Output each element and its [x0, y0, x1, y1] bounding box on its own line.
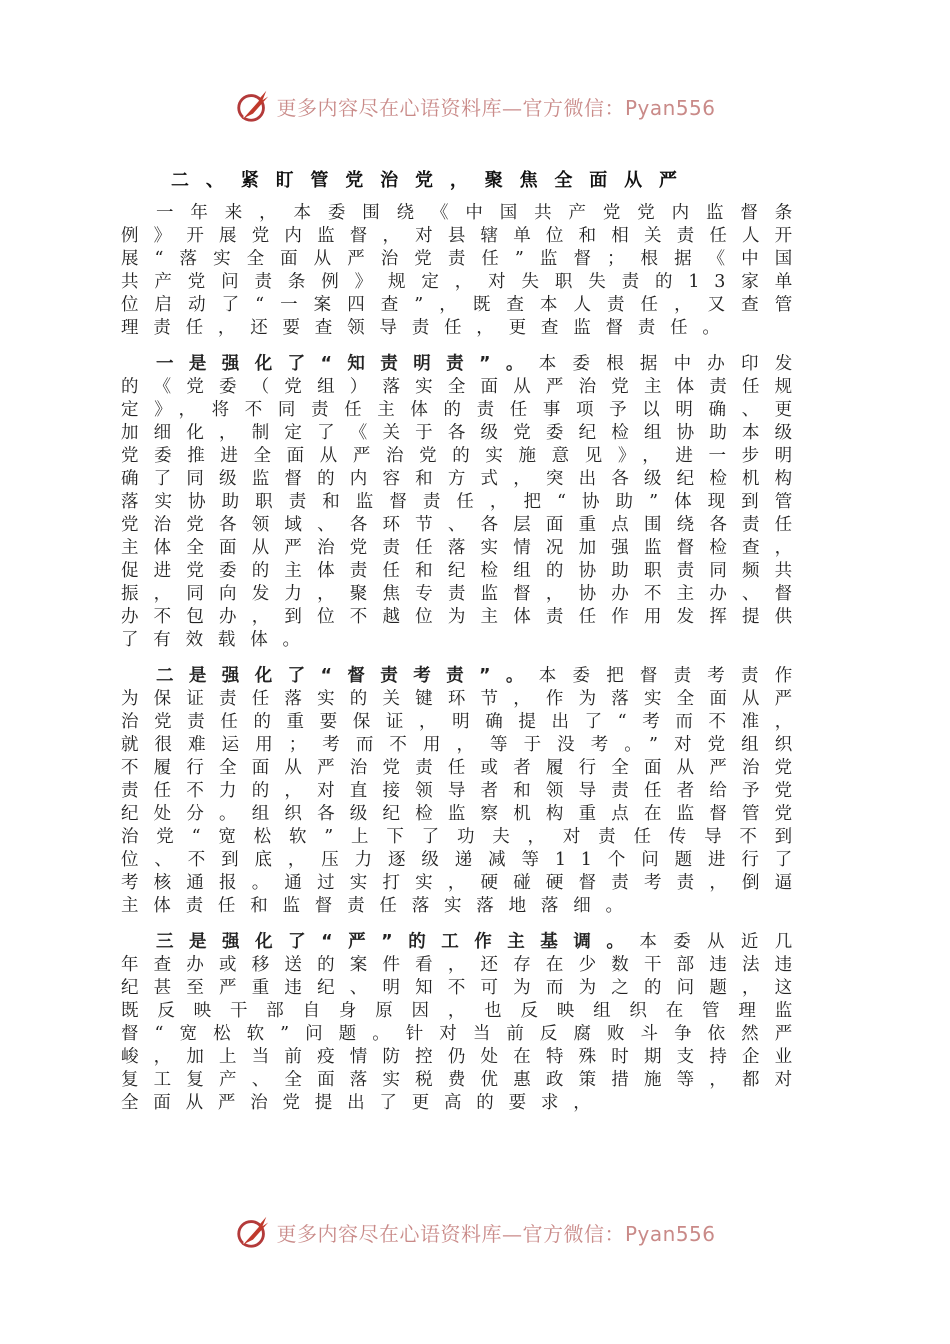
paragraph-text: 本委从近几年查办或移送的案件看，还存在少数干部违法违纪甚至严重违纪、明知不可为而为之的问题，这既反映干部自身原因，也反映组织在管理监督“宽松软”问题。针对当前反腐败斗争依然严峻，加上当前疫情防控仍处在特殊时期支持企业复工复产、全面落实税费优惠政策措施等，都对全面从严治党提出了更高的要求，	[121, 932, 807, 1113]
watermark-text	[276, 1218, 715, 1247]
paragraph-text: 一年来，本委围绕《中国共产党党内监督条例》开展党内监督，对县辖单位和相关责任人开展“落实全面从严治党责任”监督；根据《中国共产党问责条例》规定，对失职失责的13家单位启动了“一案四查”，既查本人责任，又查管理责任，还要查领导责任，更查监督责任。	[121, 203, 807, 338]
watermark-title: 更多内容尽在心语资料库	[276, 1221, 502, 1246]
header-watermark-banner	[0, 82, 950, 130]
quill-logo-icon	[234, 87, 272, 125]
paragraph-point-two	[121, 665, 807, 918]
quill-logo-icon	[234, 1213, 272, 1251]
paragraph-lead: 二是强化了“督责考责”。	[156, 666, 539, 686]
watermark-separator: —	[501, 1221, 523, 1246]
watermark-wechat-id: Pyan556	[624, 1221, 716, 1246]
paragraph-intro	[121, 202, 807, 340]
footer-watermark-banner	[0, 1208, 950, 1256]
paragraph-point-three	[121, 931, 807, 1115]
watermark-wechat-label: 官方微信：	[522, 1221, 625, 1246]
document-body	[121, 168, 807, 1128]
section-heading: 二、紧盯管党治党，聚焦全面从严	[171, 170, 677, 191]
watermark-separator: —	[501, 95, 523, 120]
paragraph-text: 本委把督责考责作为保证责任落实的关键环节，作为落实全面从严治党责任的重要保证，明确提出了“考而不准，就很难运用；考而不用，等于没考。”对党组织不履行全面从严治党责任或者履行全面从严治党责任不力的，对直接领导者和领导责任者给予党纪处分。组织各级纪检监察机构重点在监督管党治党“宽松软”上下了功夫，对责任传导不到位、不到底，压力逐级递减等11个问题进行了考核通报。通过实打实，硬碰硬督责考责，倒逼主体责任和监督责任落实落地落细。	[121, 666, 807, 916]
paragraph-lead: 三是强化了“严”的工作主基调。	[156, 932, 640, 952]
paragraph-text: 本委根据中办印发的《党委（党组）落实全面从严治党主体责任规定》，将不同责任主体的责任事项予以明确、更加细化，制定了《关于各级党委纪检组协助本级党委推进全面从严治党的实施意见》，进一步明确了同级监督的内容和方式，突出各级纪检机构落实协助职责和监督责任，把“协助”体现到管党治党各领域、各环节、各层面重点围绕各责任主体全面从严治党责任落实情况加强监督检查，促进党委的主体责任和纪检组的协助职责同频共振，同向发力，聚焦专责监督，协办不主办、督办不包办，到位不越位为主体责任作用发挥提供了有效载体。	[121, 354, 807, 650]
paragraph-lead: 一是强化了“知责明责”。	[156, 354, 539, 374]
watermark-wechat-label: 官方微信：	[522, 95, 625, 120]
watermark-title: 更多内容尽在心语资料库	[276, 95, 502, 120]
paragraph-point-one	[121, 353, 807, 652]
watermark-wechat-id: Pyan556	[624, 95, 716, 120]
watermark-text	[276, 92, 715, 121]
